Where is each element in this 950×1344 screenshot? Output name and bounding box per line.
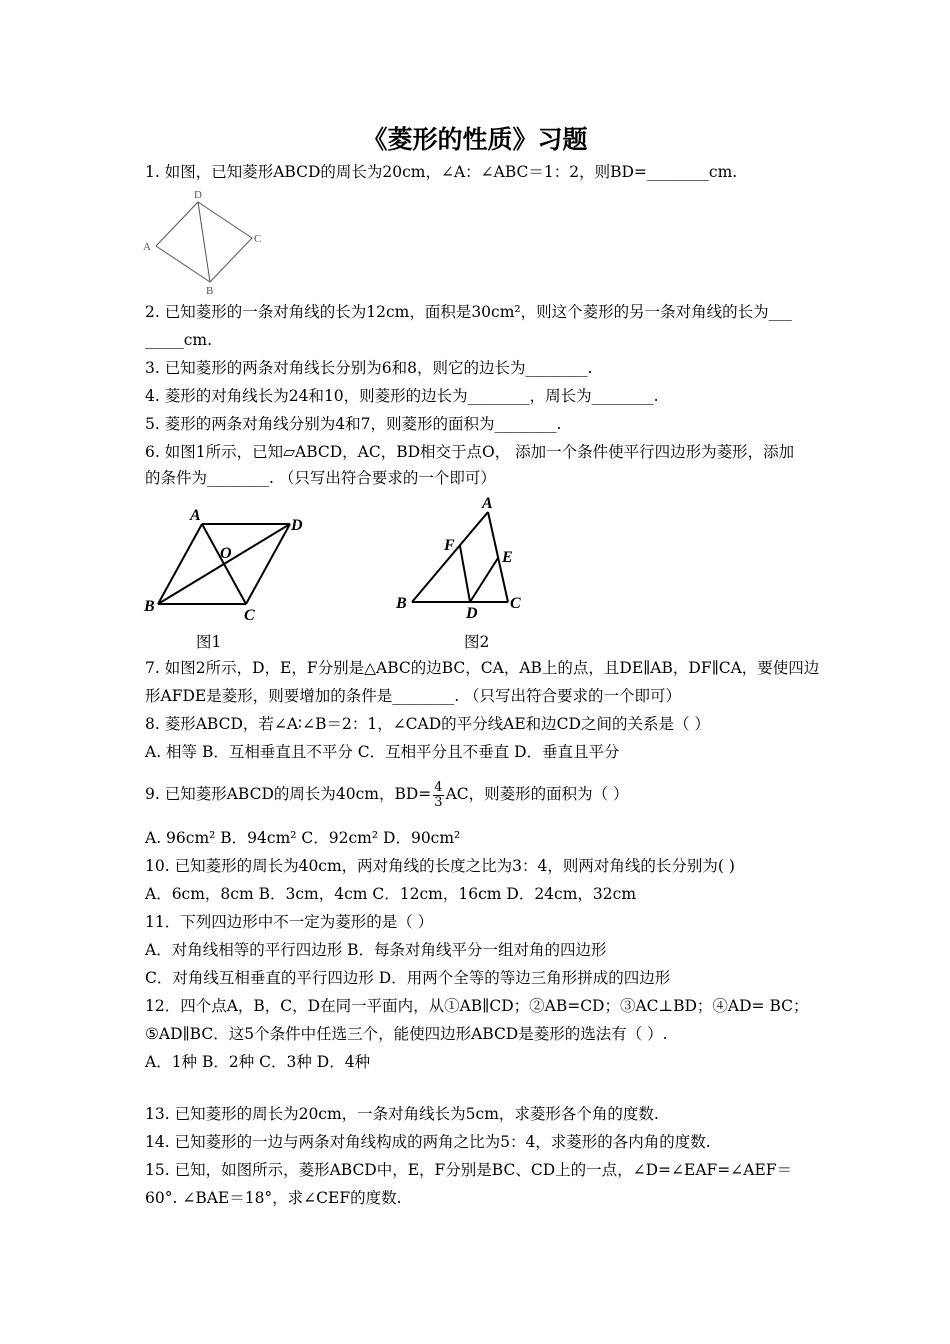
question-3: 3. 已知菱形的两条对角线长分别为6和8，则它的边长为________. xyxy=(145,359,593,377)
question-2-line2: _____cm. xyxy=(145,331,213,349)
label-a: A xyxy=(190,507,201,524)
question-11-options-ab: A．对角线相等的平行四边形 B．每条对角线平分一组对角的四边形 xyxy=(145,941,607,959)
question-1: 1. 如图，已知菱形ABCD的周长为20cm，∠A：∠ABC＝1：2，则BD=________cm. xyxy=(145,163,738,181)
rhombus-figure xyxy=(140,186,270,298)
question-11-options-cd: C．对角线互相垂直的平行四边形 D．用两个全等的等边三角形拼成的四边形 xyxy=(145,969,671,987)
question-10: 10. 已知菱形的周长为40cm，两对角线的长度之比为3：4，则两对角线的长分别为( ) xyxy=(145,857,735,875)
question-11: 11．下列四边形中不一定为菱形的是（ ） xyxy=(145,913,434,931)
figure-2-caption: 图2 xyxy=(464,633,490,651)
label-c: C xyxy=(254,233,262,245)
label-b: B xyxy=(144,598,155,615)
fraction xyxy=(433,781,443,810)
question-8-options: A. 相等 B．互相垂直且不平分 C．互相平分且不垂直 D．垂直且平分 xyxy=(145,743,620,761)
question-5: 5. 菱形的两条对角线分别为4和7，则菱形的面积为________. xyxy=(145,415,562,433)
question-14: 14. 已知菱形的一边与两条对角线构成的两角之比为5：4，求菱形的各内角的度数. xyxy=(145,1133,711,1151)
figure-1-caption: 图1 xyxy=(196,633,222,651)
question-2-line1: 2. 已知菱形的一条对角线的长为12cm，面积是30cm²，则这个菱形的另一条对角线的长为___ xyxy=(145,303,792,321)
label-c: C xyxy=(510,595,521,612)
question-12-line2: ⑤AD∥BC．这5个条件中任选三个，能使四边形ABCD是菱形的选法有（ ）. xyxy=(145,1025,668,1043)
label-b: B xyxy=(396,595,407,612)
parallelogram-figure xyxy=(140,500,320,624)
fraction-numerator: 4 xyxy=(434,779,443,795)
label-b: B xyxy=(206,285,214,297)
question-15-line1: 15. 已知，如图所示，菱形ABCD中，E，F分别是BC、CD上的一点，∠D=∠EAF=∠AEF＝ xyxy=(145,1161,793,1179)
question-9-prefix: 9. 已知菱形ABCD的周长为40cm，BD= xyxy=(145,785,432,803)
question-8: 8. 菱形ABCD，若∠A∶∠B＝2：1，∠CAD的平分线AE和边CD之间的关系是（ ） xyxy=(145,715,710,733)
question-6-line1: 6. 如图1所示，已知▱ABCD，AC，BD相交于点O， 添加一个条件使平行四边形为菱形，添加 xyxy=(145,443,795,461)
question-9 xyxy=(145,776,629,812)
fraction-denominator: 3 xyxy=(434,794,443,810)
label-o: O xyxy=(220,545,232,562)
label-d: D xyxy=(291,517,303,534)
label-c: C xyxy=(244,607,255,624)
question-7-line1: 7. 如图2所示，D，E，F分别是△ABC的边BC，CA，AB上的点，且DE∥AB，DF∥CA，要使四边 xyxy=(145,659,820,677)
question-10-options: A．6cm，8cm B．3cm，4cm C．12cm，16cm D．24cm，32cm xyxy=(145,885,637,903)
page-title: 《菱形的性质》习题 xyxy=(362,125,588,154)
question-15-line2: 60°. ∠BAE＝18°，求∠CEF的度数. xyxy=(145,1189,402,1207)
question-12-line1: 12．四个点A，B，C，D在同一平面内，从①AB∥CD；②AB=CD；③AC⊥BD；④AD= BC； xyxy=(145,997,809,1015)
label-a: A xyxy=(482,495,493,512)
label-d: D xyxy=(194,189,202,201)
triangle-figure xyxy=(390,492,540,624)
question-13: 13. 已知菱形的周长为20cm，一条对角线长为5cm，求菱形各个角的度数. xyxy=(145,1105,659,1123)
label-a: A xyxy=(143,241,151,253)
question-9-options: A. 96cm² B．94cm² C．92cm² D．90cm² xyxy=(145,829,461,847)
question-12-options: A．1种 B．2种 C．3种 D．4种 xyxy=(145,1053,371,1071)
question-7-line2: 形AFDE是菱形，则要增加的条件是________. （只写出符合要求的一个即可） xyxy=(145,687,682,705)
question-4: 4. 菱形的对角线长为24和10，则菱形的边长为________，周长为________. xyxy=(145,387,659,405)
label-d: D xyxy=(466,605,478,622)
label-e: E xyxy=(502,549,513,566)
label-f: F xyxy=(444,537,455,554)
question-6-line2: 的条件为________. （只写出符合要求的一个即可） xyxy=(145,469,496,487)
question-9-suffix: AC，则菱形的面积为（ ） xyxy=(445,785,629,803)
